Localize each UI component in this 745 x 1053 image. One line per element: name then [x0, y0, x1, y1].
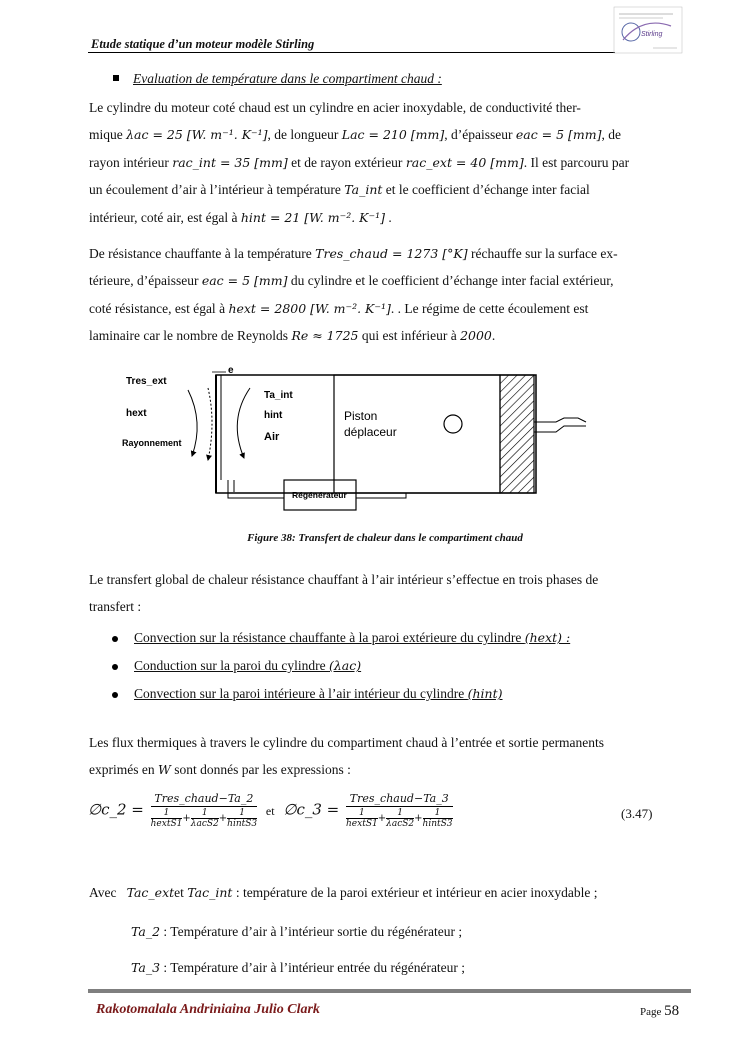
bullet-icon: [112, 636, 118, 642]
label-e: e: [228, 365, 234, 376]
equation-number: (3.47): [621, 806, 653, 821]
section-heading: [113, 71, 442, 87]
footer-author: Rakotomalala Andriniaina Julio Clark: [96, 1002, 320, 1017]
label-rayonnement: Rayonnement: [122, 438, 182, 448]
page-number: Page 58: [640, 1003, 680, 1019]
label-regenerateur: Régénérateur: [292, 490, 347, 500]
bullet-icon: [112, 692, 118, 698]
label-tres-ext: Tres_ext: [126, 376, 167, 387]
label-hint: hint: [264, 410, 283, 421]
paragraph-1: Le cylindre du moteur coté chaud est un cylindre en acier inoxydable, de conductivité ther- mique λac = 25 [W. m⁻¹. K⁻¹], de longueur Lac = 210 [mm], d’épaisseur eac = 5 [mm], de rayon intérieur rac_int = 35 [mm] et de rayon extérieur rac_ext = 40 [mm]. Il est parcouru par un écoulement d’air à l’intérieur à température Ta_int et le coefficient d’échange inter facial intérieur, coté air, est égal à hint = 21 [W. m⁻². K⁻¹] .: [89, 100, 630, 225]
piston-hole-icon: [444, 415, 462, 433]
bullet-icon: [112, 664, 118, 670]
footer-rule: [88, 989, 691, 993]
running-header: Etude statique d’un moteur modèle Stirling: [91, 37, 315, 51]
figure-heat-transfer: [116, 360, 596, 525]
label-hext: hext: [126, 408, 147, 419]
label-piston: Piston: [344, 409, 378, 423]
label-air: Air: [264, 431, 280, 443]
header-rule: [88, 52, 615, 53]
label-ta-int: Ta_int: [264, 390, 293, 401]
square-bullet-icon: [113, 75, 119, 81]
paragraph-2: De résistance chauffante à la température Tres_chaud = 1273 [°K] réchauffe sur la surface ex- térieure, d’épaisseur eac = 5 [mm] du cylindre et le coefficient d’échange inter facial extérieur, coté résistance, est égal à hext = 2800 [W. m⁻². K⁻¹]. . Le régime de cette écoulement est laminaire car le nombre de Reynolds Re ≈ 1725 qui est inférieur à 2000.: [89, 246, 618, 344]
paragraph-3: Le transfert global de chaleur résistance chauffant à l’air intérieur s’effectue en trois phases de transfert :: [89, 572, 599, 615]
figure-caption: Figure 38: Transfert de chaleur dans le compartiment chaud: [247, 532, 523, 544]
definition-3: Ta_3 : Température d’air à l’intérieur entrée du régénérateur ;: [131, 960, 466, 975]
hatched-end: [500, 375, 534, 493]
label-deplaceur: déplaceur: [344, 425, 397, 439]
section-title: Evaluation de température dans le compartiment chaud :: [133, 71, 442, 86]
paragraph-4: Les flux thermiques à travers le cylindre du compartiment chaud à l’entrée et sortie permanents exprimés en W sont donnés par les expressions :: [89, 735, 605, 778]
equation-3-47: ∅c_2 = Tres_chaud−Ta_2 $\frac{1}{\text{hextS1}}$ + $\frac{1}{\text{λacS2}}$ + $\frac{1}{\text{hintS3}}$ et ∅c_3 = Tres_chaud−Ta_3 $\frac{1}{\text{hextS1}}$ + $\frac{1}{\text{λacS2}}$ + $\frac{1}{\text{hintS3}}$: [88, 792, 453, 829]
definition-1: Avec Tac_extet Tac_int : température de la paroi extérieur et intérieur en acier inoxydable ;: [89, 885, 598, 900]
stirling-logo: [613, 6, 683, 54]
definition-2: Ta_2 : Température d’air à l’intérieur sortie du régénérateur ;: [131, 924, 463, 939]
logo-text: Stirling: [641, 31, 663, 38]
